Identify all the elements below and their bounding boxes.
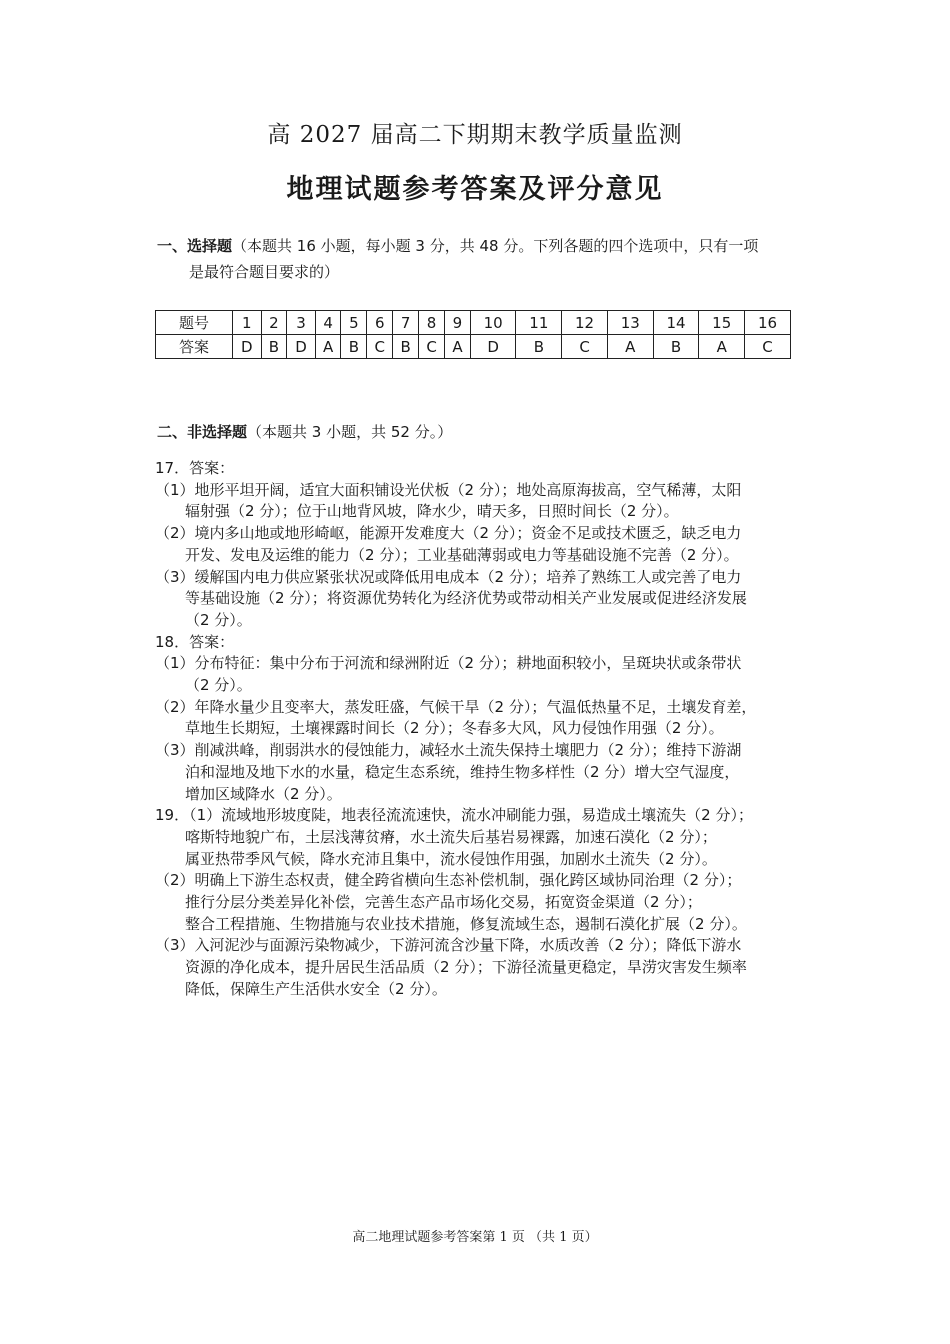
- answer-cell: A: [699, 335, 745, 359]
- answer-cell: C: [745, 335, 791, 359]
- q19-part2-line3: 整合工程措施、生物措施与农业技术措施，修复流域生态，遏制石漠化扩展（2 分）。: [185, 914, 747, 933]
- row-label-answers: 答案: [156, 335, 233, 359]
- answer-cell: A: [607, 335, 653, 359]
- answer-cell: B: [516, 335, 562, 359]
- q19-part2-line2: 推行分层分类差异化补偿，完善生态产品市场化交易，拓宽资金渠道（2 分）；: [185, 893, 702, 912]
- answer-cell: A: [315, 335, 341, 359]
- question-number: 16: [745, 311, 791, 335]
- q17-part3-line2: 等基础设施（2 分）；将资源优势转化为经济优势或带动相关产业发展或促进经济发展: [185, 589, 747, 608]
- answers-body: [155, 458, 805, 1001]
- question-number: 4: [315, 311, 341, 335]
- section1-line1: [157, 233, 797, 259]
- section2-label: 二、非选择题: [157, 423, 248, 441]
- question-number: 14: [653, 311, 699, 335]
- q17-head: 17．答案：: [155, 459, 235, 477]
- answer-cell: B: [341, 335, 367, 359]
- q17-part1-line2: 辐射强（2 分）；位于山地背风坡，降水少，晴天多，日照时间长（2 分）。: [185, 502, 679, 521]
- q17-part3-line1: （3）缓解国内电力供应紧张状况或降低用电成本（2 分）；培养了熟练工人或完善了电力: [155, 567, 742, 586]
- q18-part2-line2: 草地生长期短，土壤裸露时间长（2 分）；冬春多大风，风力侵蚀作用强（2 分）。: [185, 719, 724, 738]
- answer-cell: D: [287, 335, 316, 359]
- question-number: 11: [516, 311, 562, 335]
- q19-part1-line3: 属亚热带季风气候，降水充沛且集中，流水侵蚀作用强，加剧水土流失（2 分）。: [185, 849, 717, 868]
- q19-part1-line1: 19．（1）流域地形坡度陡，地表径流流速快，流水冲刷能力强，易造成土壤流失（2 分）；: [155, 806, 753, 825]
- question-number: 12: [562, 311, 608, 335]
- q19-part3-line3: 降低，保障生产生活供水安全（2 分）。: [185, 979, 447, 998]
- q18-part3-line2: 泊和湿地及地下水的水量，稳定生态系统，维持生物多样性（2 分）增大空气湿度，: [185, 762, 740, 781]
- page-footer: 高二地理试题参考答案第 1 页 （共 1 页）: [352, 1230, 598, 1245]
- q19-part2-line1: （2）明确上下游生态权责，健全跨省横向生态补偿机制，强化跨区域协同治理（2 分）；: [155, 871, 742, 890]
- q19-part3-line1: （3）入河泥沙与面源污染物减少，下游河流含沙量下降，水质改善（2 分）；降低下游水: [155, 936, 742, 955]
- table-row-numbers: [156, 311, 791, 335]
- q17-part3-line3: （2 分）。: [185, 610, 252, 629]
- q18-head: 18．答案：: [155, 632, 235, 651]
- question-number: 13: [607, 311, 653, 335]
- answer-cell: D: [233, 335, 262, 359]
- question-number: 10: [470, 311, 516, 335]
- q18-part1-line1: （1）分布特征：集中分布于河流和绿洲附近（2 分）；耕地面积较小，呈斑块状或条带状: [155, 654, 742, 673]
- question-number: 5: [341, 311, 367, 335]
- answer-cell: A: [445, 335, 471, 359]
- question-number: 7: [393, 311, 419, 335]
- q19-part1-line2: 喀斯特地貌广布，土层浅薄贫瘠，水土流失后基岩易裸露，加速石漠化（2 分）；: [185, 827, 717, 846]
- answer-cell: C: [367, 335, 393, 359]
- answer-table: [155, 310, 791, 359]
- q18-part3-line1: （3）削减洪峰，削弱洪水的侵蚀能力，减轻水土流失保持土壤肥力（2 分）；维持下游湖: [155, 741, 742, 760]
- answer-cell: B: [393, 335, 419, 359]
- exam-title: 高 2027 届高二下期期末教学质量监测: [267, 122, 683, 148]
- answer-cell: C: [419, 335, 445, 359]
- question-number: 15: [699, 311, 745, 335]
- table-row-answers: [156, 335, 791, 359]
- question-number: 1: [233, 311, 262, 335]
- answer-cell: B: [653, 335, 699, 359]
- q19-part3-line2: 资源的净化成本，提升居民生活品质（2 分）；下游径流量更稳定，旱涝灾害发生频率: [185, 958, 747, 977]
- section-multiple-choice-heading: [157, 233, 797, 285]
- answer-cell: B: [261, 335, 287, 359]
- section-open-questions-heading: [157, 420, 807, 444]
- section2-desc: （本题共 3 小题，共 52 分。）: [247, 423, 453, 441]
- question-number: 2: [261, 311, 287, 335]
- row-label-numbers: 题号: [156, 311, 233, 335]
- section1-label: 一、选择题: [157, 237, 233, 255]
- section1-desc-line2: 是最符合题目要求的）: [189, 263, 340, 281]
- answer-cell: D: [470, 335, 516, 359]
- question-number: 6: [367, 311, 393, 335]
- q17-part2-line2: 开发、发电及运维的能力（2 分）；工业基础薄弱或电力等基础设施不完善（2 分）。: [185, 545, 739, 564]
- document-subtitle: 地理试题参考答案及评分意见: [286, 174, 664, 205]
- q17-part2-line1: （2）境内多山地或地形崎岖，能源开发难度大（2 分）；资金不足或技术匮乏，缺乏电力: [155, 524, 742, 543]
- section1-desc-line1: （本题共 16 小题，每小题 3 分，共 48 分。下列各题的四个选项中，只有一项: [232, 237, 759, 255]
- question-number: 9: [445, 311, 471, 335]
- q17-part1-line1: （1）地形平坦开阔，适宜大面积铺设光伏板（2 分）；地处高原海拔高，空气稀薄，太阳: [155, 480, 742, 499]
- question-number: 8: [419, 311, 445, 335]
- q18-part1-line2: （2 分）。: [185, 676, 252, 695]
- q18-part2-line1: （2）年降水量少且变率大，蒸发旺盛，气候干旱（2 分）；气温低热量不足，土壤发育差，: [155, 697, 757, 716]
- answer-cell: C: [562, 335, 608, 359]
- question-number: 3: [287, 311, 316, 335]
- q18-part3-line3: 增加区域降水（2 分）。: [185, 784, 342, 803]
